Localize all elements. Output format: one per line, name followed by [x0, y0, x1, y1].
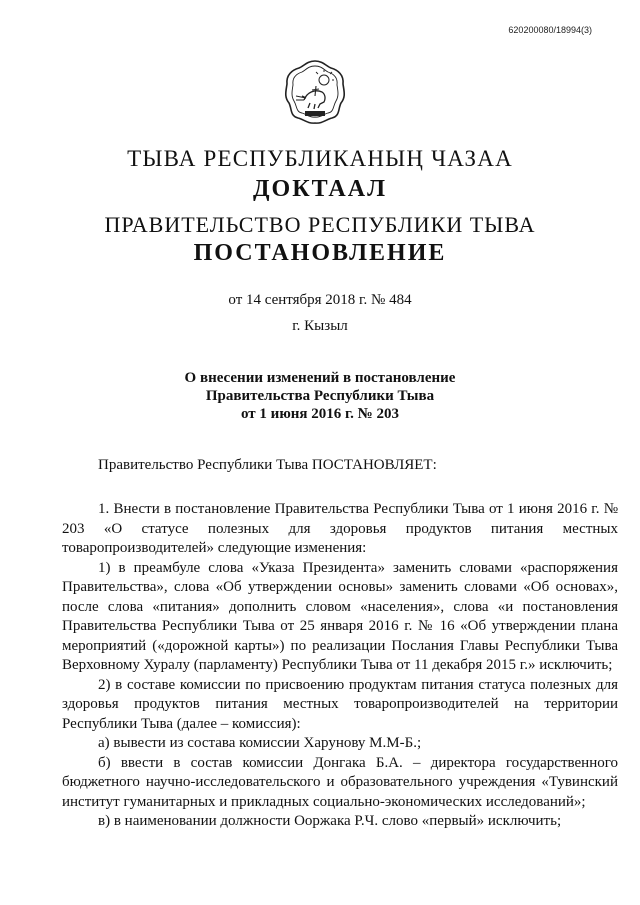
body-paragraph-preamble: Правительство Республики Тыва ПОСТАНОВЛЯЕТ: — [98, 457, 437, 473]
body-paragraph-4: а) вывести из состава комиссии Харунову М.М-Б.; — [98, 735, 422, 751]
document-title — [0, 369, 640, 423]
body-paragraph-3: 2) в составе комиссии по присвоению продуктам питания статуса полезных для здоровья продуктов питания местных товаропроизводителей на территории Республики Тыва (далее – комиссия): — [62, 676, 618, 732]
header-tuvan-government: ТЫВА РЕСПУБЛИКАНЫҢ ЧАЗАА — [127, 146, 513, 171]
body-paragraph-5: б) ввести в состав комиссии Донгака Б.А. – директора государственного бюджетного научно-исследовательского и образовательного учреждения «Тувинский институт гуманитарных и прикладных социально-экономических исследований»; — [62, 754, 618, 810]
body-paragraph-2: 1) в преамбуле слова «Указа Президента» заменить словами «распоряжения Правительства», слова «Об утверждении основы» заменить словами «Об основах», после слова «питания» дополнить словом «населения», слова «и постановления Правительства Республики Тыва от 25 января 2016 г. № 16 «Об утверждении плана мероприятий («дорожной карты») по реализации Послания Главы Республики Тыва Верховному Хуралу (парламенту) Республики Тыва от 11 декабря 2015 г.» исключить; — [62, 559, 618, 673]
document-date: от 14 сентября 2018 г. № 484 — [228, 292, 412, 308]
document-body-main — [62, 500, 618, 832]
header-government-name: ПРАВИТЕЛЬСТВО РЕСПУБЛИКИ ТЫВА — [104, 212, 536, 237]
document-body — [62, 456, 618, 476]
tuva-coat-of-arms-icon — [282, 58, 348, 128]
header-resolution: ПОСТАНОВЛЕНИЕ — [193, 240, 447, 266]
body-paragraph-6: в) в наименовании должности Ооржака Р.Ч. слово «первый» исключить; — [98, 813, 562, 829]
document-number: 620200080/18994(3) — [508, 25, 592, 35]
header-doktaal: ДОКТААЛ — [253, 176, 387, 202]
body-paragraph-1: 1. Внести в постановление Правительства Республики Тыва от 1 июня 2016 г. № 203 «О статусе полезных для здоровья продуктов питания местных товаропроизводителей» следующие изменения: — [62, 501, 618, 556]
document-city: г. Кызыл — [292, 318, 348, 334]
title-line-3: от 1 июня 2016 г. № 203 — [241, 406, 399, 422]
title-line-2: Правительства Республики Тыва — [205, 388, 435, 404]
title-line-1: О внесении изменений в постановление — [184, 370, 456, 386]
